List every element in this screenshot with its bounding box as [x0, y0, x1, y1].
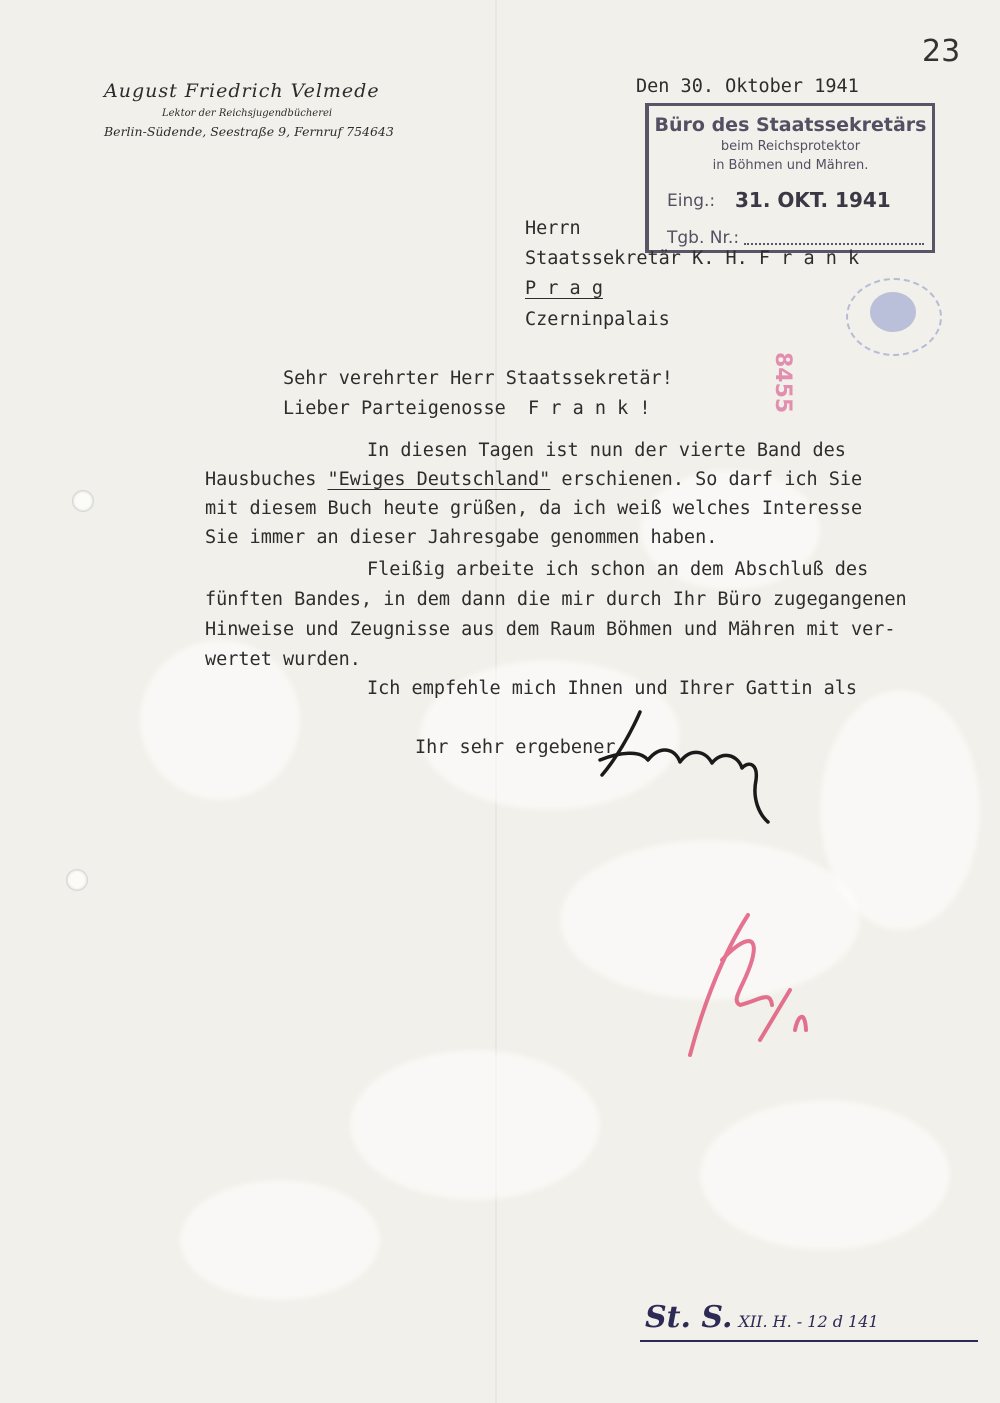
body-line: Hinweise und Zeugnisse aus dem Raum Böhmen und Mähren mit ver- — [205, 619, 896, 640]
recipient-building: Czerninpalais — [525, 309, 670, 330]
stamp-received-date: 31. OKT. 1941 — [735, 188, 891, 212]
body-line: wertet wurden. — [205, 649, 361, 670]
book-title: "Ewiges Deutschland" — [327, 469, 551, 490]
salutation-line-2: Lieber Parteigenosse F r a n k ! — [283, 398, 651, 419]
stamp-journal-label: Tgb. Nr.: — [667, 228, 740, 248]
pink-registry-number: 8455 — [770, 352, 795, 414]
body-text: erschienen. So darf ich Sie — [550, 469, 863, 490]
archive-reference — [645, 1300, 879, 1335]
stamp-office-region: in Böhmen und Mähren. — [712, 158, 869, 173]
page-number: 23 — [922, 34, 961, 69]
closing-line: Ihr sehr ergebener — [415, 737, 616, 758]
letterhead-title: Lektor der Reichsjugendbücherei — [162, 108, 333, 119]
body-line: In diesen Tagen ist nun der vierte Band des — [367, 440, 846, 461]
recipient-name: Staatssekretär K. H. F r a n k — [525, 248, 860, 269]
archive-ref-prefix: St. S. — [645, 1300, 733, 1335]
stamp-office-sub: beim Reichsprotektor — [720, 139, 861, 154]
archive-ref-underline — [640, 1340, 978, 1342]
letterhead-name: August Friedrich Velmede — [104, 80, 380, 102]
body-line: Sie immer an dieser Jahresgabe genommen haben. — [205, 527, 718, 548]
letterhead-address: Berlin-Südende, Seestraße 9, Fernruf 754643 — [104, 124, 394, 139]
salutation-line-1: Sehr verehrter Herr Staatssekretär! — [283, 368, 673, 389]
stamp-received-label: Eing.: — [667, 191, 716, 211]
body-line: mit diesem Buch heute grüßen, da ich weiß welches Interesse — [205, 498, 863, 519]
body-line: Fleißig arbeite ich schon an dem Abschluß des — [367, 559, 869, 580]
body-text: Hausbuches — [205, 469, 328, 490]
recipient-salutation: Herrn — [525, 218, 581, 239]
body-line: fünften Bandes, in dem dann die mir durch Ihr Büro zugegangenen — [205, 589, 907, 610]
signature — [600, 712, 768, 822]
date-line: Den 30. Oktober 1941 — [636, 76, 859, 97]
recipient-city: P r a g — [525, 278, 603, 299]
archive-ref-code: XII. H. - 12 d 141 — [738, 1312, 879, 1331]
body-line: Ich empfehle mich Ihnen und Ihrer Gattin als — [367, 678, 858, 699]
stamp-office: Büro des Staatssekretärs — [654, 114, 927, 136]
red-initials — [690, 915, 806, 1055]
